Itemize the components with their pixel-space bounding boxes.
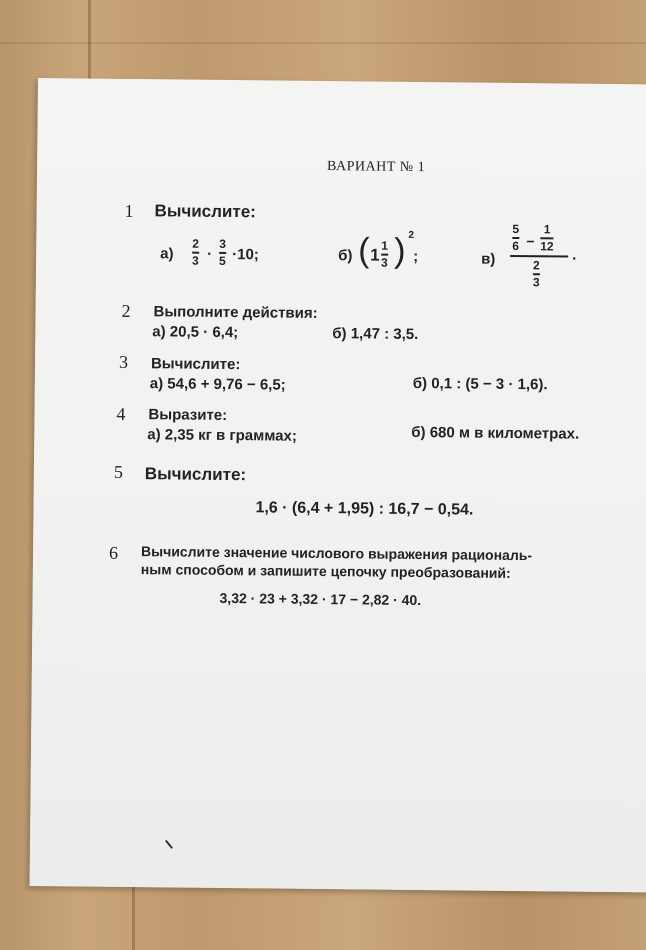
part-a: а) 2,35 кг в граммах; (147, 426, 297, 445)
task-number: 3 (118, 351, 129, 372)
task-text-line1: Вычислите значение числового выражения рациональ- (140, 543, 533, 564)
expression-tail: ; (413, 247, 419, 265)
part-b: б) 680 м в километрах. (411, 423, 580, 443)
pencil-mark (165, 840, 173, 849)
main-fraction-bar (510, 255, 568, 257)
part-b: б) 1,47 : 3,5. (332, 325, 419, 343)
expression-tail: . (572, 246, 577, 264)
task-title: Вычислите: (144, 464, 247, 485)
expression-tail: ·10; (232, 246, 259, 264)
multiply-sign: · (207, 245, 213, 263)
expression: 3,32 · 23 + 3,32 · 17 − 2,82 · 40. (219, 589, 422, 609)
paren-close: ) (394, 231, 406, 270)
task-number: 1 (124, 200, 134, 222)
task-title: Вычислите: (150, 355, 241, 374)
exponent: 2 (408, 229, 414, 241)
mixed-whole: 1 (370, 245, 380, 265)
variant-heading: ВАРИАНТ № 1 (327, 159, 426, 176)
minus-sign: − (526, 233, 535, 250)
part-b: б) 0,1 : (5 − 3 · 1,6). (412, 374, 548, 394)
part-label: б) (338, 247, 353, 265)
fraction: 1 12 (540, 222, 554, 253)
table-seam (88, 0, 91, 80)
expression: 1,6 · (6,4 + 1,95) : 16,7 − 0,54. (255, 499, 474, 519)
task-title: Вычислите: (154, 201, 256, 222)
fraction: 2 3 (532, 258, 540, 289)
task-number: 6 (108, 542, 119, 563)
paren-open: ( (358, 231, 370, 270)
fraction: 3 5 (219, 236, 227, 268)
task-text-line2: ным способом и запишите цепочку преобразований: (140, 561, 511, 581)
part-label: а) (160, 245, 174, 263)
worksheet-paper (30, 78, 646, 893)
part-a: а) 54,6 + 9,76 − 6,5; (149, 375, 286, 394)
table-seam (132, 885, 135, 950)
task-number: 5 (113, 461, 123, 482)
task-number: 2 (121, 300, 131, 321)
fraction: 1 3 (381, 238, 389, 270)
part-label: в) (481, 250, 496, 268)
part-a: а) 20,5 · 6,4; (152, 323, 239, 342)
task-number: 4 (116, 403, 126, 424)
table-seam (0, 42, 646, 44)
task-title: Выполните действия: (153, 303, 318, 322)
fraction: 5 6 (512, 221, 520, 253)
task-title: Выразите: (148, 406, 228, 424)
fraction: 2 3 (192, 236, 200, 268)
